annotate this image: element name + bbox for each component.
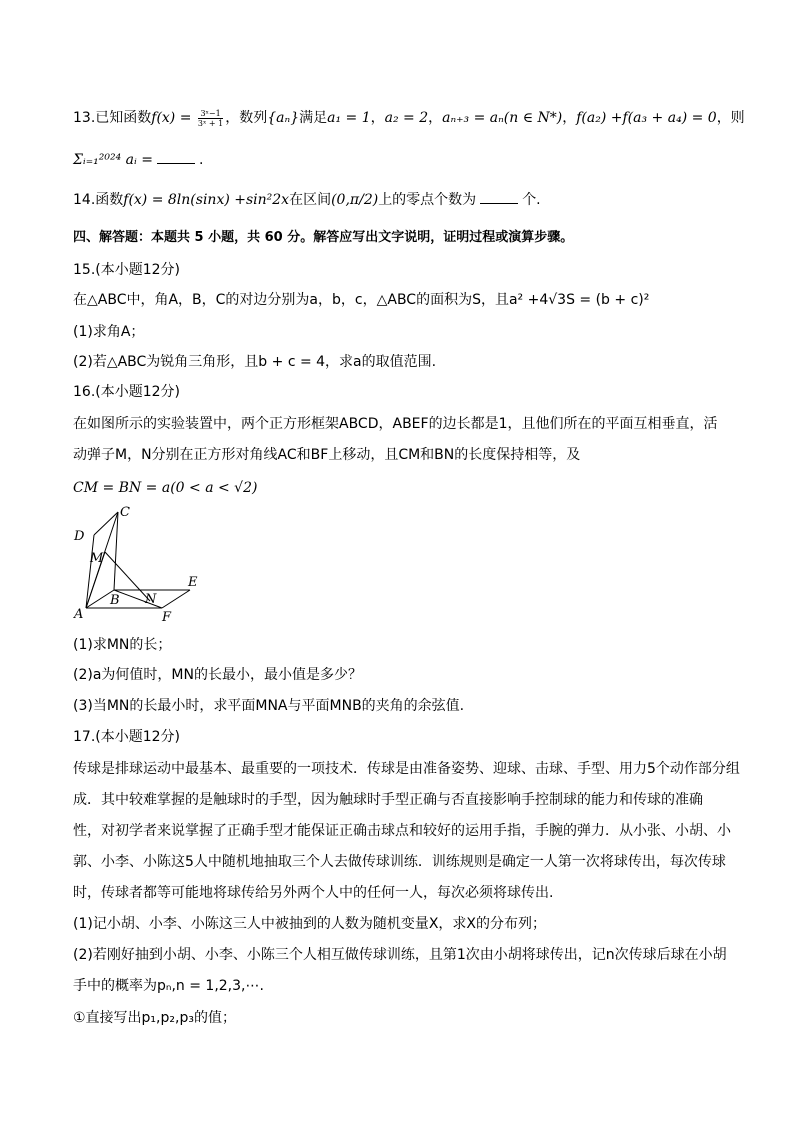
q13-fraction-denominator: 3ˣ + 1 <box>197 118 224 128</box>
section-heading: 四、解答题：本题共 5 小题，共 60 分。解答应写出文字说明，证明过程或演算步骤。 <box>73 230 574 245</box>
q14-text: 函数 <box>95 192 124 208</box>
q15-heading: 15.(本小题12分) <box>73 262 181 278</box>
q13-cond-3: aₙ₊₃ = aₙ(n ∈ N*) <box>442 110 563 126</box>
q17-part-1: (1)记小胡、小李、小陈这三人中被抽到的人数为随机变量X，求X的分布列； <box>73 916 547 932</box>
q16-part-2: (2)a为何值时，MN的长最小，最小值是多少？ <box>73 667 362 683</box>
q13-text: 满足 <box>299 110 328 126</box>
q14-line <box>73 190 734 210</box>
q13-sum: Σᵢ₌₁²⁰²⁴ aᵢ = <box>73 152 153 168</box>
label-F: F <box>162 610 172 625</box>
q17-line-4: 郭、小李、小陈这5人中随机地抽取三个人去做传球训练．训练规则是确定一人第一次将球传出，每次传球 <box>73 854 726 870</box>
q17-line-1: 传球是排球运动中最基本、最重要的一项技术．传球是由准备姿势、迎球、击球、手型、用力5个动作部分组 <box>73 761 740 777</box>
q13-answer-blank[interactable] <box>157 151 195 164</box>
q17-part-2c: ①直接写出p₁,p₂,p₃的值； <box>73 1010 236 1026</box>
q14-interval: (0,π/2) <box>331 192 379 208</box>
q16-figure <box>70 500 210 625</box>
q13-fraction <box>198 109 223 128</box>
q17-line-3: 性，对初学者来说掌握了正确手型才能保证正确击球点和较好的运用手指，手腕的弹力．从小张、小胡、小 <box>73 823 731 839</box>
q13-text: ，则 <box>716 110 745 126</box>
label-E: E <box>188 575 198 590</box>
q16-part-3: (3)当MN的长最小时，求平面MNA与平面MNB的夹角的余弦值. <box>73 698 465 714</box>
q14-text: 在区间 <box>289 192 332 208</box>
q13-text: ，数列 <box>225 110 268 126</box>
q16-stem-1: 在如图所示的实验装置中，两个正方形框架ABCD，ABEF的边长都是1，且他们所在的平面互相垂直，活 <box>73 416 718 432</box>
q17-line-2: 成．其中较难掌握的是触球时的手型，因为触球时手型正确与否直接影响手控制球的能力和传球的准确 <box>73 792 703 808</box>
q13-fraction-numerator: 3ˣ−1 <box>198 109 223 119</box>
q13-line-1: 13.已知函数f(x) = $\frac{\text{3ˣ−1}}{\text{3ˣ + 1}}$ ，数列{aₙ}满足a₁ = 1，a₂ = 2，aₙ₊₃ = aₙ(n ∈ N*)，f(a₂) +f(a₃ + a₄) = 0，则 <box>73 108 745 128</box>
q17-line-5: 时，传球者都等可能地将球传给另外两个人中的任何一人，每次必须将球传出. <box>73 885 554 901</box>
q16-stem-3: CM = BN = a(0 < a < √2) <box>73 480 258 496</box>
q13-line-2 <box>73 150 734 170</box>
q13-sequence: {aₙ} <box>267 110 300 126</box>
q13-cond-4: f(a₂) +f(a₃ + a₄) = 0 <box>576 110 717 126</box>
q13-cond-2: a₂ = 2 <box>384 110 429 126</box>
label-M: M <box>90 551 104 566</box>
q17-heading: 17.(本小题12分) <box>73 729 181 745</box>
q14-text: 上的零点个数为 <box>378 192 477 208</box>
q13-text: 已知函数 <box>95 110 152 126</box>
q17-part-2b: 手中的概率为pₙ,n = 1,2,3,⋯. <box>73 978 264 994</box>
q14-answer-blank[interactable] <box>480 191 518 204</box>
q16-stem-2: 动弹子M，N分别在正方形对角线AC和BF上移动，且CM和BN的长度保持相等，及 <box>73 447 581 463</box>
q13-number: 13. <box>73 110 96 126</box>
q16-heading: 16.(本小题12分) <box>73 384 181 400</box>
label-D: D <box>74 529 85 544</box>
label-A: A <box>74 607 84 622</box>
q16-part-1: (1)求MN的长； <box>73 637 172 653</box>
label-B: B <box>110 593 120 608</box>
q13-end: . <box>198 152 204 168</box>
label-C: C <box>120 505 130 520</box>
q15-stem: 在△ABC中，角A，B，C的对边分别为a，b，c，△ABC的面积为S，且a² +4√3S = (b + c)² <box>73 292 650 308</box>
q15-part-2: (2)若△ABC为锐角三角形，且b + c = 4，求a的取值范围. <box>73 354 437 370</box>
q17-part-2a: (2)若刚好抽到小胡、小李、小陈三个人相互做传球训练，且第1次由小胡将球传出，记n次传球后球在小胡 <box>73 947 727 963</box>
edge-FE <box>162 590 190 608</box>
label-N: N <box>145 592 157 607</box>
q14-expression: f(x) = 8ln(sinx) +sin²2x <box>123 192 290 208</box>
q14-number: 14. <box>73 192 96 208</box>
q13-function: f(x) = <box>151 110 192 126</box>
q14-text: 个. <box>522 192 541 208</box>
q15-part-1: (1)求角A； <box>73 324 145 340</box>
q13-cond-1: a₁ = 1 <box>327 110 371 126</box>
